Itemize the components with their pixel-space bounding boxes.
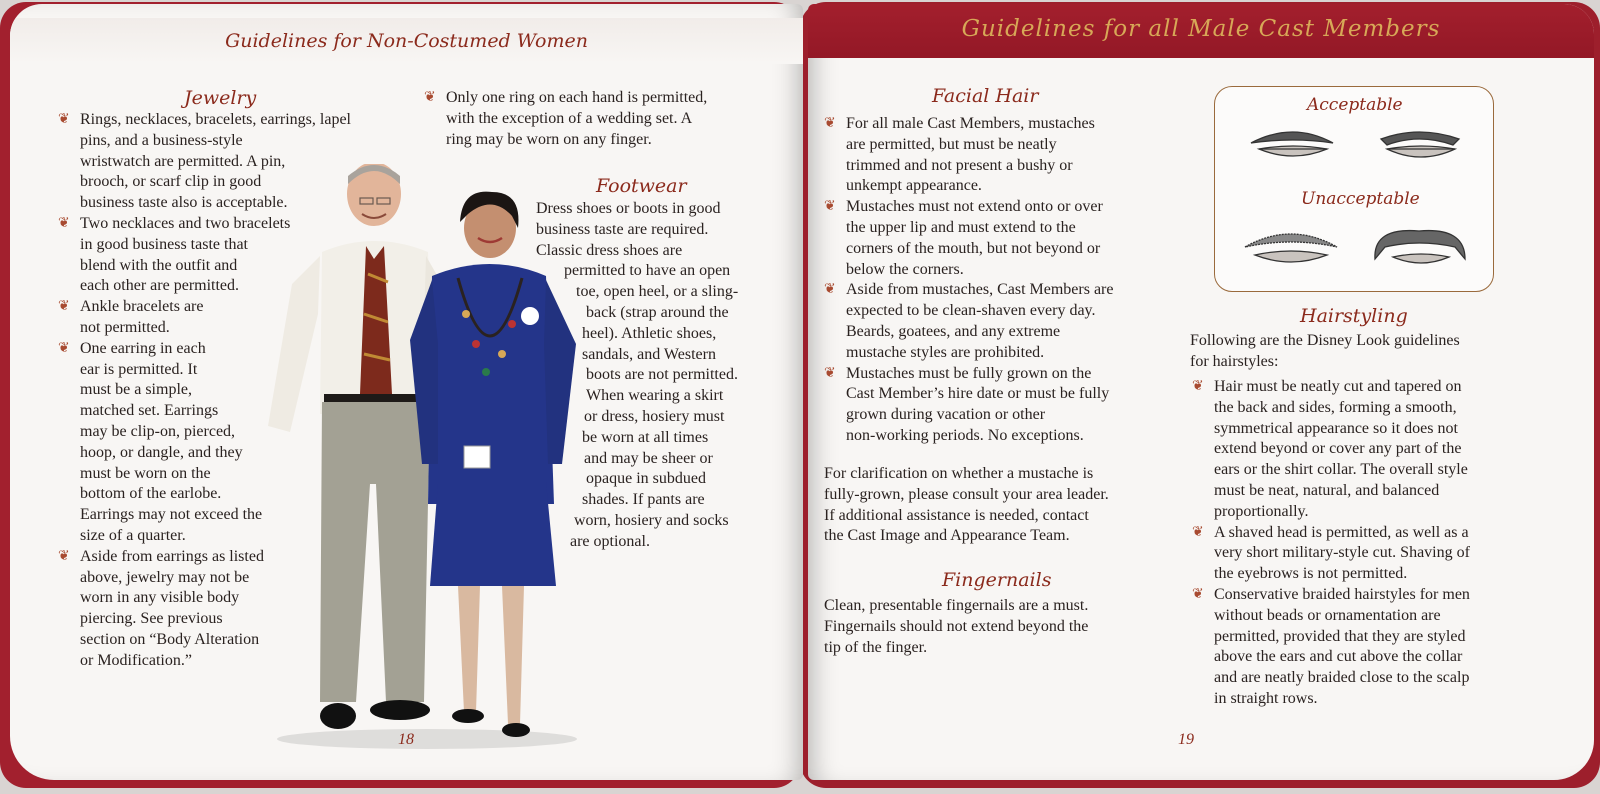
leaf-bullet-icon: ❦ xyxy=(1192,379,1204,394)
text-line: expected to be clean-shaven every day. xyxy=(846,302,1096,320)
text-line: Aside from earrings as listed xyxy=(80,547,264,565)
text-line: One earring in each xyxy=(80,339,206,357)
text-line: ring may be worn on any finger. xyxy=(446,130,652,148)
text-line: Beards, goatees, and any extreme xyxy=(846,322,1061,340)
leaf-bullet-icon: ❦ xyxy=(424,90,436,105)
text-line: the back and sides, forming a smooth, xyxy=(1214,398,1457,416)
footwear-line: Classic dress shoes are xyxy=(536,241,683,259)
footwear-line: worn, hosiery and socks xyxy=(574,511,729,529)
fingernails-text xyxy=(824,596,1184,658)
text-line: must be neat, natural, and balanced xyxy=(1214,481,1440,499)
footwear-line: be worn at all times xyxy=(582,428,709,446)
acceptable-mustache-2-icon xyxy=(1381,132,1459,157)
hairstyling-list xyxy=(1192,377,1562,710)
text-line: mustache styles are prohibited. xyxy=(846,343,1045,361)
mustache-illustrations xyxy=(1215,87,1495,293)
leaf-bullet-icon: ❦ xyxy=(824,199,836,215)
page-number-18: 18 xyxy=(398,731,414,748)
footwear-line: sandals, and Western xyxy=(582,345,716,363)
text-line: If additional assistance is needed, contact xyxy=(824,506,1089,524)
text-line: wristwatch are permitted. A pin, xyxy=(80,152,286,170)
bullet-item xyxy=(824,364,1194,447)
text-line: very short military-style cut. Shaving of xyxy=(1214,544,1470,562)
mustache-examples-box xyxy=(1214,86,1494,292)
bullet-item xyxy=(1192,523,1562,585)
leaf-bullet-icon: ❦ xyxy=(824,116,836,131)
text-line: Conservative braided hairstyles for men xyxy=(1214,585,1470,603)
text-line: Ankle bracelets are xyxy=(80,298,204,316)
text-line: each other are permitted. xyxy=(80,277,240,295)
text-line: matched set. Earrings xyxy=(80,402,219,420)
footwear-line: boots are not permitted. xyxy=(586,366,738,384)
text-line: in straight rows. xyxy=(1214,689,1318,707)
text-line: are permitted, but must be neatly xyxy=(846,135,1057,153)
text-line: Cast Member’s hire date or must be fully xyxy=(846,385,1110,403)
leaf-bullet-icon: ❦ xyxy=(58,548,70,564)
text-line: Earrings may not exceed the xyxy=(80,506,263,524)
text-line: for hairstyles: xyxy=(1190,352,1279,370)
footwear-line: and may be sheer or xyxy=(584,449,713,467)
text-line: For clarification on whether a mustache is xyxy=(824,465,1094,482)
leaf-bullet-icon: ❦ xyxy=(58,215,70,231)
footwear-line: shades. If pants are xyxy=(582,491,705,509)
text-line: in good business taste that xyxy=(80,235,248,253)
text-line: hoop, or dangle, and they xyxy=(80,443,243,461)
footwear-title: Footwear xyxy=(596,175,687,197)
text-line: extend beyond or cover any part of the xyxy=(1214,440,1462,458)
left-page xyxy=(10,4,803,780)
text-line: Following are the Disney Look guidelines xyxy=(1190,332,1460,349)
text-line: without beads or ornamentation are xyxy=(1214,606,1441,624)
text-line: above, jewelry may not be xyxy=(80,568,250,586)
text-line: or Modification.” xyxy=(80,651,192,669)
text-line: the upper lip and must extend to the xyxy=(846,218,1076,236)
unacceptable-mustache-1-icon xyxy=(1245,234,1337,262)
text-line: not permitted. xyxy=(80,318,170,336)
text-line: worn in any visible body xyxy=(80,589,240,607)
text-line: ears or the shirt collar. The overall style xyxy=(1214,461,1468,479)
footwear-line: Dress shoes or boots in good xyxy=(536,200,721,217)
text-line: Aside from mustaches, Cast Members are xyxy=(846,281,1114,299)
text-line: unkempt appearance. xyxy=(846,177,982,195)
right-page-header: Guidelines for all Male Cast Members xyxy=(808,4,1594,58)
hairstyling-title: Hairstyling xyxy=(1300,305,1408,327)
text-line: Two necklaces and two bracelets xyxy=(80,214,291,232)
bullet-item xyxy=(424,88,774,150)
footwear-line: permitted to have an open xyxy=(564,262,731,280)
hairstyling-intro xyxy=(1190,331,1550,373)
leaf-bullet-icon: ❦ xyxy=(1192,524,1204,540)
jewelry-title: Jewelry xyxy=(184,87,257,109)
facial-hair-list xyxy=(824,114,1194,447)
text-line: Mustaches must be fully grown on the xyxy=(846,364,1092,382)
text-line: permitted, provided that they are styled xyxy=(1214,627,1466,645)
text-line: bottom of the earlobe. xyxy=(80,485,222,503)
footwear-line: are optional. xyxy=(570,532,650,550)
text-line: pins, and a business-style xyxy=(80,131,243,149)
text-line: piercing. See previous xyxy=(80,610,223,628)
text-line: non-working periods. No exceptions. xyxy=(846,426,1084,444)
text-line: size of a quarter. xyxy=(80,526,186,544)
right-page xyxy=(808,4,1594,780)
text-line: above the ears and cut above the collar xyxy=(1214,648,1463,666)
text-line: may be clip-on, pierced, xyxy=(80,422,236,440)
text-line: Mustaches must not extend onto or over xyxy=(846,198,1103,216)
facial-hair-title: Facial Hair xyxy=(932,85,1039,107)
footwear-line: toe, open heel, or a sling- xyxy=(576,283,739,301)
text-line: the Cast Image and Appearance Team. xyxy=(824,527,1070,545)
bullet-item xyxy=(1192,377,1562,523)
text-line: Only one ring on each hand is permitted, xyxy=(446,89,708,106)
leaf-bullet-icon: ❦ xyxy=(58,299,70,315)
ring-list xyxy=(424,88,774,150)
text-line: Clean, presentable fingernails are a must. xyxy=(824,597,1089,614)
leaf-bullet-icon: ❦ xyxy=(1192,586,1204,602)
text-line: ear is permitted. It xyxy=(80,360,198,378)
footwear-line: heel). Athletic shoes, xyxy=(582,324,717,342)
text-line: corners of the mouth, but not beyond or xyxy=(846,239,1101,257)
bullet-item xyxy=(1192,585,1562,710)
text-line: tip of the finger. xyxy=(824,638,928,656)
cast-members-photo xyxy=(262,164,592,754)
text-line: fully-grown, please consult your area leader. xyxy=(824,485,1109,503)
unacceptable-mustache-2-icon xyxy=(1375,231,1465,263)
fingernails-title: Fingernails xyxy=(942,569,1052,591)
leaf-bullet-icon: ❦ xyxy=(58,112,70,127)
leaf-bullet-icon: ❦ xyxy=(824,282,836,298)
text-line: Fingernails should not extend beyond the xyxy=(824,617,1089,635)
mustache-clarification xyxy=(824,464,1194,547)
text-line: must be a simple, xyxy=(80,381,192,399)
text-line: blend with the outfit and xyxy=(80,256,238,274)
acceptable-label: Acceptable xyxy=(1307,95,1403,115)
acceptable-mustache-1-icon xyxy=(1251,132,1333,156)
footwear-line: When wearing a skirt xyxy=(586,387,724,405)
bullet-item xyxy=(824,197,1194,280)
page-number-19: 19 xyxy=(1178,731,1194,748)
footwear-line: back (strap around the xyxy=(586,303,729,321)
text-line: the eyebrows is not permitted. xyxy=(1214,565,1408,583)
text-line: trimmed and not present a bushy or xyxy=(846,156,1073,174)
left-page-header: Guidelines for Non-Costumed Women xyxy=(10,18,803,64)
footwear-line: business taste are required. xyxy=(536,220,709,238)
text-line: and are neatly braided close to the scalp xyxy=(1214,669,1470,687)
man-figure xyxy=(268,164,442,729)
bullet-item xyxy=(824,114,1194,197)
bullet-item xyxy=(824,280,1194,363)
leaf-bullet-icon: ❦ xyxy=(58,340,70,356)
text-line: must be worn on the xyxy=(80,464,211,482)
text-line: grown during vacation or other xyxy=(846,406,1046,424)
text-line: below the corners. xyxy=(846,260,964,278)
text-line: business taste also is acceptable. xyxy=(80,194,288,212)
footwear-line: opaque in subdued xyxy=(586,470,706,488)
text-line: section on “Body Alteration xyxy=(80,630,260,648)
text-line: Hair must be neatly cut and tapered on xyxy=(1214,378,1462,395)
footwear-line: or dress, hosiery must xyxy=(584,407,725,425)
text-line: symmetrical appearance so it does not xyxy=(1214,419,1458,437)
unacceptable-label: Unacceptable xyxy=(1301,189,1420,209)
text-line: Rings, necklaces, bracelets, earrings, lapel xyxy=(80,111,351,128)
text-line: brooch, or scarf clip in good xyxy=(80,173,262,191)
text-line: A shaved head is permitted, as well as a xyxy=(1214,523,1469,541)
text-line: proportionally. xyxy=(1214,502,1309,520)
leaf-bullet-icon: ❦ xyxy=(824,365,836,381)
text-line: with the exception of a wedding set. A xyxy=(446,109,693,127)
text-line: For all male Cast Members, mustaches xyxy=(846,115,1095,132)
